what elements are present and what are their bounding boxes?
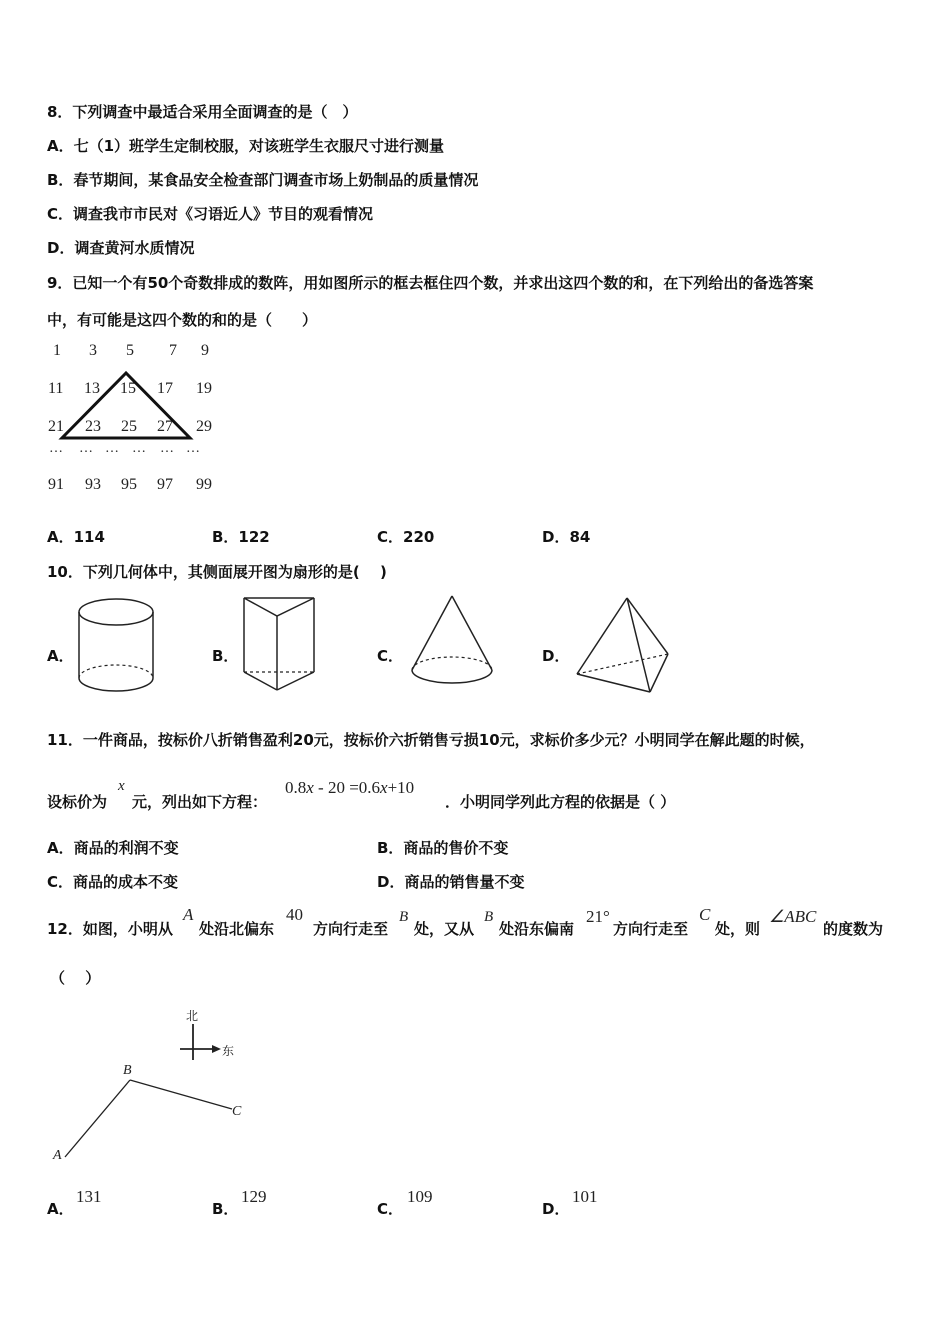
q9-stem-line1: 9．已知一个有50个奇数排成的数阵，用如图所示的框去框住四个数，并求出这四个数的和，在下列给出的备选答案 [47, 274, 814, 292]
q12-stem-part4: 处，又从 [414, 920, 475, 938]
q12-option-c-label: C． [377, 1200, 404, 1218]
grid-cell: 29 [196, 418, 212, 435]
grid-ellipsis: … [105, 441, 120, 456]
q12-option-b-value: 129 [241, 1187, 267, 1206]
q12-point-b2: B [484, 909, 494, 925]
q12-point-a: A [183, 905, 194, 924]
q12-point-c: C [699, 905, 711, 924]
q12-option-a-label: A． [47, 1200, 74, 1218]
grid-cell: 3 [89, 342, 97, 359]
q9-stem-line2: 中，有可能是这四个数的和的是（ ） [47, 311, 318, 329]
grid-ellipsis: … [186, 441, 201, 456]
grid-cell: 99 [196, 476, 212, 493]
q9-option-d: D．84 [542, 528, 591, 546]
q10-label-a: A． [47, 647, 74, 665]
q11-line2-pre: 设标价为 [47, 793, 108, 811]
grid-cell: 91 [48, 476, 64, 493]
grid-cell: 93 [85, 476, 101, 493]
q10-label-b: B． [212, 647, 239, 665]
grid-cell: 95 [121, 476, 137, 493]
q11-var-x: x [118, 778, 125, 794]
grid-cell: 7 [169, 342, 177, 359]
compass-north-label: 北 [186, 1009, 199, 1023]
q12-stem-part1: 12．如图，小明从 [47, 920, 173, 938]
q9-option-b: B．122 [212, 528, 270, 546]
q8-option-d: D．调查黄河水质情况 [47, 239, 195, 257]
grid-cell: 11 [48, 380, 64, 397]
grid-ellipsis: … [132, 441, 147, 456]
grid-cell: 17 [157, 380, 173, 397]
q8-stem: 8．下列调查中最适合采用全面调查的是（ ） [47, 103, 358, 121]
compass-east-label: 东 [222, 1044, 235, 1058]
q11-option-b: B．商品的售价不变 [377, 839, 509, 857]
q12-option-d-value: 101 [572, 1187, 598, 1206]
figure-point-c: C [232, 1104, 242, 1119]
q11-line2-post: ．小明同学列此方程的依据是（ ） [445, 793, 676, 811]
q12-angle-abc: ∠ABC [769, 907, 817, 926]
q9-option-c: C．220 [377, 528, 435, 546]
q8-option-a: A．七（1）班学生定制校服，对该班学生衣服尺寸进行测量 [47, 137, 445, 155]
grid-cell: 97 [157, 476, 173, 493]
q11-stem-line1: 11．一件商品，按标价八折销售盈利20元，按标价六折销售亏损10元，求标价多少元？小明同学在解此题的时候， [47, 731, 815, 749]
q12-stem-part7: 处，则 [715, 920, 761, 938]
q12-option-b-label: B． [212, 1200, 239, 1218]
q12-stem-part2: 处沿北偏东 [199, 920, 275, 938]
grid-cell: 25 [121, 418, 137, 435]
q12-deg-40: 40 [286, 905, 303, 924]
figure-point-a: A [53, 1148, 62, 1163]
q12-point-b: B [399, 909, 409, 925]
q12-stem-part8: 的度数为 [823, 920, 884, 938]
q10-label-d: D． [542, 647, 570, 665]
grid-cell: 27 [157, 418, 173, 435]
grid-ellipsis: … [79, 441, 94, 456]
q8-option-b: B．春节期间，某食品安全检查部门调查市场上奶制品的质量情况 [47, 171, 479, 189]
q12-option-a-value: 131 [76, 1187, 102, 1206]
q10-stem: 10．下列几何体中，其侧面展开图为扇形的是( ) [47, 563, 387, 581]
q12-stem-part6: 方向行走至 [613, 920, 689, 938]
q12-stem-part5: 处沿东偏南 [499, 920, 575, 938]
q11-option-c: C．商品的成本不变 [47, 873, 179, 891]
grid-ellipsis: … [49, 441, 64, 456]
grid-cell: 19 [196, 380, 212, 397]
grid-ellipsis: … [160, 441, 175, 456]
q12-option-d-label: D． [542, 1200, 570, 1218]
q12-option-c-value: 109 [407, 1187, 433, 1206]
grid-cell: 21 [48, 418, 64, 435]
compass-icon [180, 1009, 234, 1060]
q12-stem-part3: 方向行走至 [313, 920, 389, 938]
grid-cell: 5 [126, 342, 134, 359]
q11-option-a: A．商品的利润不变 [47, 839, 179, 857]
grid-cell: 23 [85, 418, 101, 435]
q12-deg-21: 21° [586, 907, 610, 926]
grid-cell: 15 [120, 380, 136, 397]
figure-point-b: B [123, 1063, 132, 1078]
q11-line2-mid: 元，列出如下方程： [132, 793, 268, 811]
q10-label-c: C． [377, 647, 404, 665]
q9-option-a: A．114 [47, 528, 105, 546]
grid-cell: 9 [201, 342, 209, 359]
q12-paren: （ ） [50, 969, 101, 987]
grid-cell: 1 [53, 342, 61, 359]
q11-equation: 0.8x - 20 =0.6x+10 [285, 778, 415, 797]
grid-cell: 13 [84, 380, 100, 397]
q8-option-c: C．调查我市市民对《习语近人》节目的观看情况 [47, 205, 374, 223]
q11-option-d: D．商品的销售量不变 [377, 873, 525, 891]
